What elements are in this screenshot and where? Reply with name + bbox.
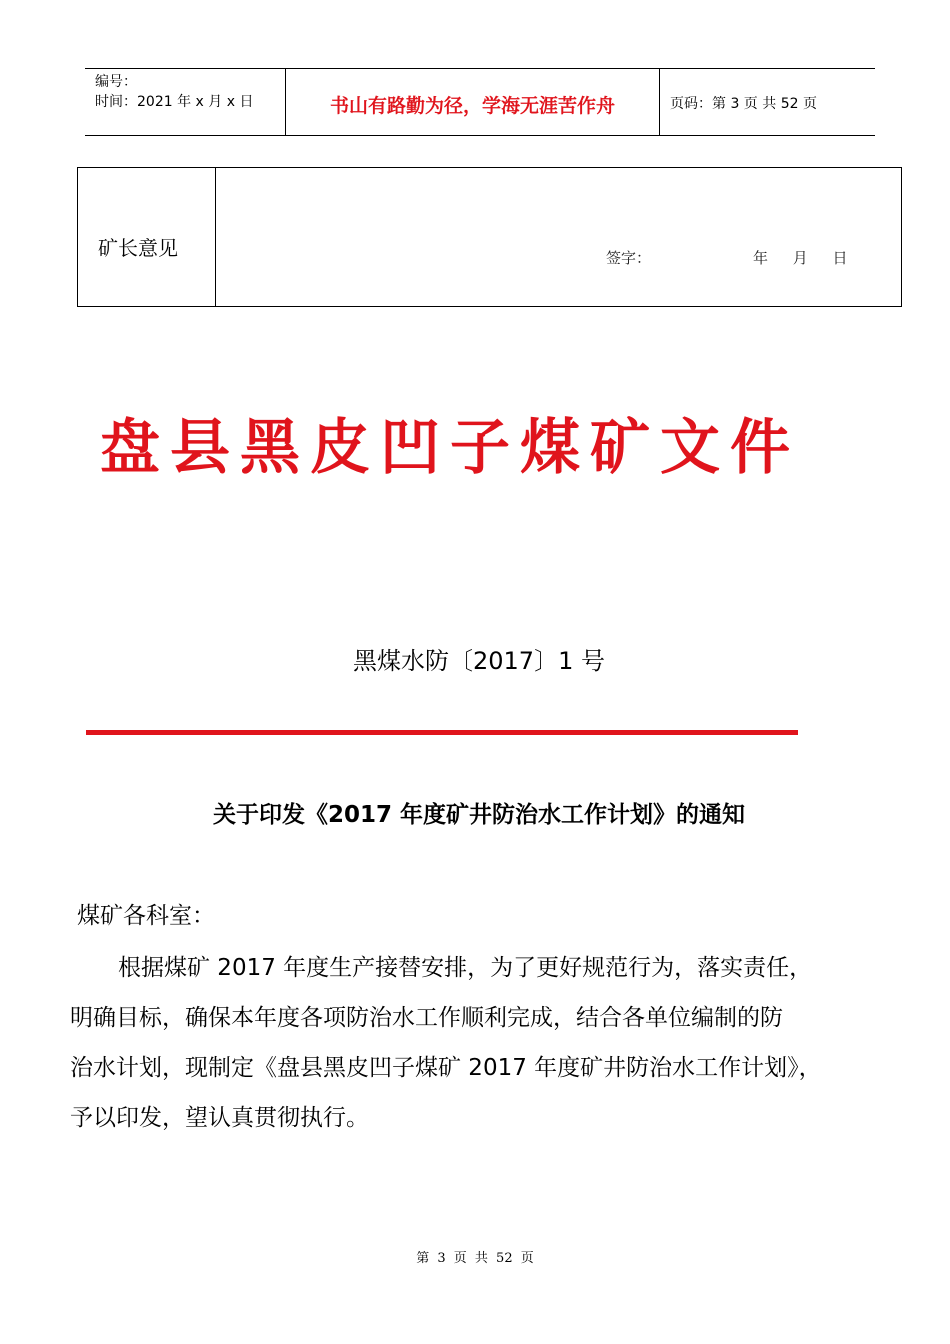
notice-body bbox=[70, 943, 900, 1143]
header-table bbox=[85, 68, 875, 136]
header-divider bbox=[659, 69, 660, 135]
header-page-info: 页码：第 3 页 共 52 页 bbox=[670, 96, 817, 112]
opinion-label: 矿长意见 bbox=[98, 236, 178, 260]
header-motto: 书山有路勤为径，学海无涯苦作舟 bbox=[329, 95, 615, 117]
body-line: 治水计划，现制定《盘县黑皮凹子煤矿 2017 年度矿井防治水工作计划》， bbox=[70, 1055, 822, 1081]
time-label: 时间：2021 年 x 月 x 日 bbox=[95, 94, 254, 110]
header-meta bbox=[95, 72, 253, 112]
notice-title: 关于印发《2017 年度矿井防治水工作计划》的通知 bbox=[212, 802, 746, 828]
body-line: 根据煤矿 2017 年度生产接替安排，为了更好规范行为，落实责任， bbox=[118, 955, 813, 981]
body-line: 明确目标，确保本年度各项防治水工作顺利完成，结合各单位编制的防 bbox=[70, 1005, 783, 1031]
page-footer: 第 3 页 共 52 页 bbox=[416, 1251, 534, 1266]
opinion-box bbox=[77, 167, 902, 307]
document-org-title: 盘县黑皮凹子煤矿文件 bbox=[100, 413, 800, 483]
salutation: 煤矿各科室： bbox=[77, 903, 215, 929]
opinion-divider bbox=[215, 168, 216, 306]
signature-date: 年 月 日 bbox=[753, 249, 848, 267]
signature-label: 签字： bbox=[606, 249, 652, 267]
body-line: 予以印发，望认真贯彻执行。 bbox=[70, 1105, 369, 1131]
document-number: 黑煤水防〔2017〕1 号 bbox=[353, 647, 605, 675]
serial-label: 编号： bbox=[95, 74, 137, 90]
red-divider-rule bbox=[86, 730, 798, 735]
